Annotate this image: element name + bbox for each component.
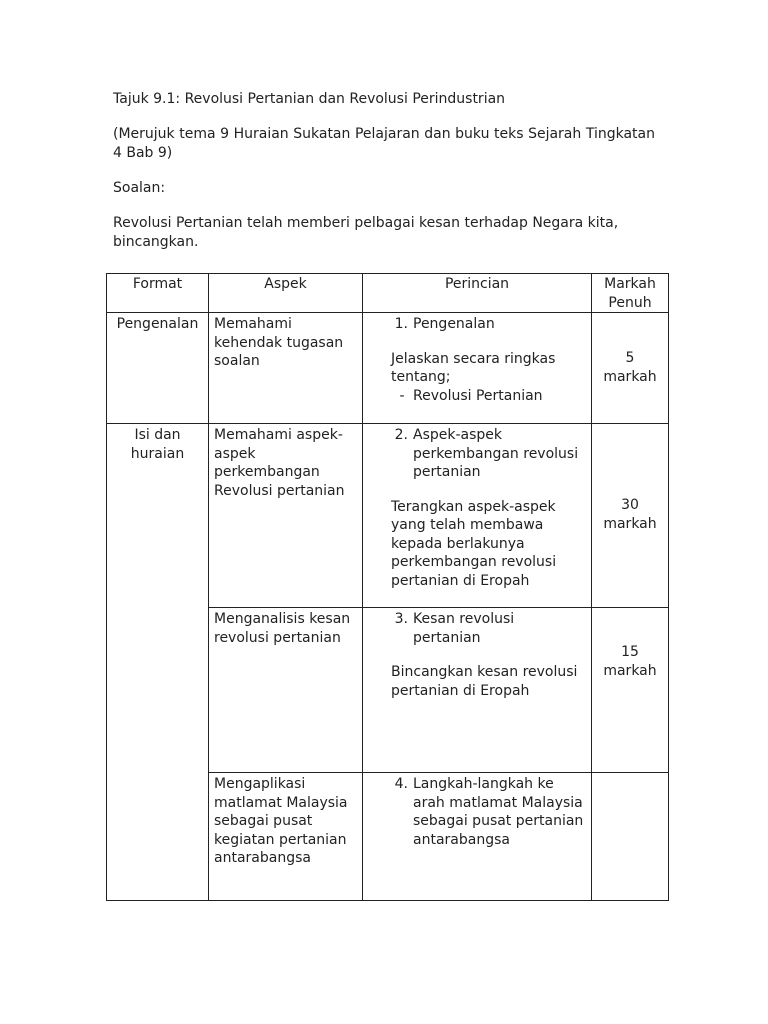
bullet-item — [391, 387, 586, 406]
format-label: Isi dan huraian — [130, 427, 185, 462]
marks-cell — [592, 424, 669, 608]
perincian-cell — [363, 424, 592, 608]
document-body — [113, 90, 655, 268]
perincian-cell — [363, 608, 592, 773]
marking-scheme-table — [106, 273, 669, 901]
marks-cell — [592, 773, 669, 901]
format-cell — [107, 424, 209, 901]
header-aspek: Aspek — [209, 274, 363, 313]
item-title: Kesan revolusi pertanian — [413, 611, 515, 646]
header-markah-penuh — [592, 274, 669, 313]
header-format: Format — [107, 274, 209, 313]
item-detail: Jelaskan secara ringkas tentang; — [391, 350, 556, 385]
marks-cell — [592, 313, 669, 424]
perincian-cell — [363, 313, 592, 424]
marks-unit: markah — [603, 662, 657, 679]
marks-cell — [592, 608, 669, 773]
question-label: Soalan: — [113, 180, 166, 196]
item-title: Pengenalan — [413, 316, 495, 332]
item-title: Aspek-aspek perkembangan revolusi pertanian — [413, 427, 579, 480]
table-header-row — [107, 274, 669, 313]
aspek-text: Mengaplikasi matlamat Malaysia sebagai pusat kegiatan pertanian antarabangsa — [214, 776, 348, 866]
topic-title: Tajuk 9.1: Revolusi Pertanian dan Revolusi Perindustrian — [113, 91, 506, 107]
aspek-cell — [209, 313, 363, 424]
item-detail: Bincangkan kesan revolusi pertanian di Eropah — [391, 664, 578, 699]
item-number: 2. — [394, 427, 408, 443]
question-text: Revolusi Pertanian telah memberi pelbagai kesan terhadap Negara kita, bincangkan. — [113, 215, 619, 250]
format-label: Pengenalan — [116, 316, 199, 332]
aspek-cell — [209, 424, 363, 608]
item-number: 4. — [394, 776, 408, 792]
aspek-text: Menganalisis kesan revolusi pertanian — [214, 611, 351, 646]
item-detail: Terangkan aspek-aspek yang telah membawa kepada berlakunya perkembangan revolusi pertanian di Eropah — [391, 498, 557, 589]
aspek-text: Memahami kehendak tugasan soalan — [214, 316, 344, 369]
marks-unit: markah — [603, 515, 657, 532]
marks-value: 15 — [621, 644, 639, 660]
marks-unit: markah — [603, 368, 657, 385]
header-penuh: Penuh — [608, 294, 652, 311]
perincian-cell — [363, 773, 592, 901]
aspek-cell — [209, 773, 363, 901]
table-row — [107, 424, 669, 608]
bullet-text: Revolusi Pertanian — [413, 387, 543, 404]
aspek-cell — [209, 608, 363, 773]
header-perincian: Perincian — [363, 274, 592, 313]
aspek-text: Memahami aspek-aspek perkembangan Revolusi pertanian — [214, 427, 345, 499]
dash-bullet-icon: - — [399, 387, 405, 404]
header-markah: Markah — [604, 276, 656, 292]
item-number: 3. — [394, 611, 408, 627]
item-title: Langkah-langkah ke arah matlamat Malaysia sebagai pusat pertanian antarabangsa — [413, 776, 584, 848]
marks-value: 5 — [625, 350, 635, 366]
format-cell — [107, 313, 209, 424]
reference-note: (Merujuk tema 9 Huraian Sukatan Pelajaran dan buku teks Sejarah Tingkatan 4 Bab 9) — [113, 126, 655, 161]
item-number: 1. — [394, 316, 408, 332]
table-row — [107, 313, 669, 424]
marks-value: 30 — [621, 497, 639, 513]
